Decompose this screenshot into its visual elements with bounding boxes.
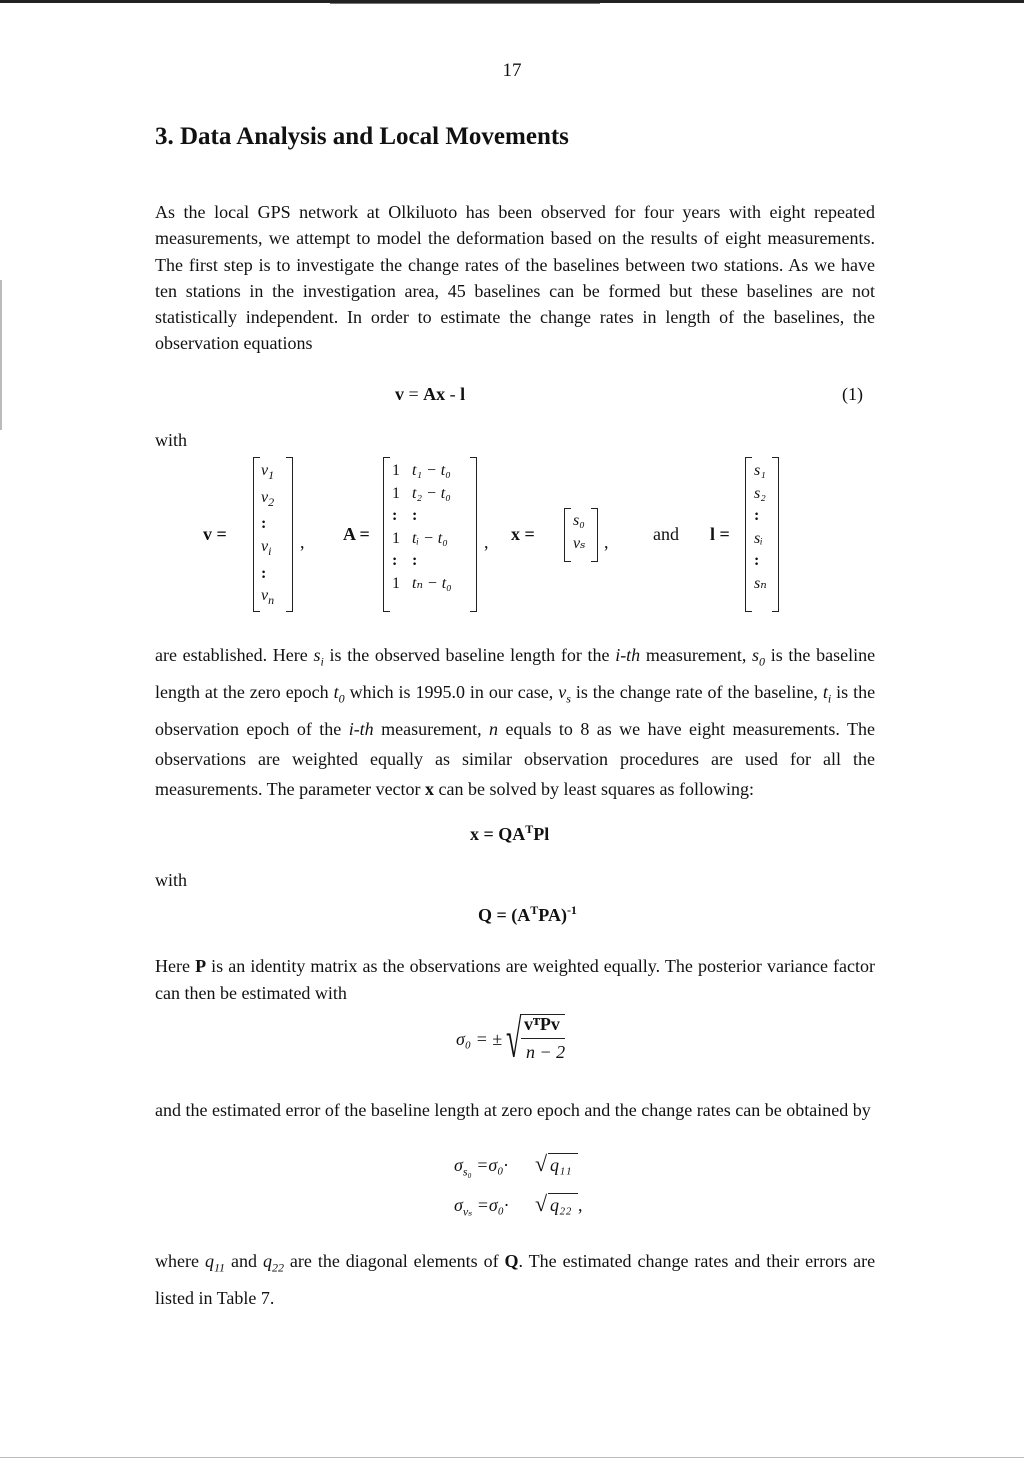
l-matrix-label: l = [710, 524, 730, 544]
equation-sigma-s0: $\sigma_{s_0} =\sigma_0\cdot$ [454, 1155, 509, 1179]
x-matrix-right-bracket [591, 508, 598, 562]
sigma-vs-comma: , [578, 1195, 583, 1215]
a-matrix-column-2: t₁ − t₀ t₂ − t₀ : tᵢ − t₀ : tₙ − t₀ [412, 462, 452, 592]
equation-1-number: (1) [842, 384, 863, 404]
sigma-s0-root-sign: √ [535, 1151, 548, 1176]
equation-x-solution: $x = QA^TPl$ [470, 822, 550, 844]
label-with-2: with [155, 870, 188, 890]
sigma0-root-sign: √ [506, 1011, 522, 1070]
x-matrix-entries: s₀ vₛ [573, 512, 586, 552]
a-matrix-label: A = [343, 524, 370, 544]
x-matrix-label: x = [511, 524, 535, 544]
paragraph-estimated-error: and the estimated error of the baseline length at zero epoch and the change rates can be obtained by [155, 1100, 871, 1120]
v-matrix-label: v = [203, 524, 227, 544]
label-with-1: with [155, 430, 188, 450]
v-matrix-comma: , [300, 532, 305, 552]
and-word: and [653, 524, 679, 544]
equation-q-definition: $Q = (A^TPA)^{-1}$ [478, 903, 577, 925]
a-matrix-comma: , [484, 532, 489, 552]
l-matrix-entries: s₁ s₂ : sᵢ : sₙ [754, 462, 767, 592]
a-matrix-right-bracket [470, 457, 477, 612]
paragraph-identity: Here P is an identity matrix as the observations are weighted equally. The posterior variance factor can then be estimated with [155, 956, 876, 1003]
sigma0-fraction-bar [521, 1038, 565, 1039]
paragraph-definitions: are established. Here $s_i$ is the observed baseline length for the i-th measurement, $s_0$ is the baseline length at the zero epoch $t_0$ which is 1995.0 in our case, $v_s$ is the change rate of the baseline, $t_i$ is the observation epoch of the i-th measurement, n equals to 8 as we have eight measurements. The observations are weighted equally as similar observation procedures are used for all the measurements. The parameter vector x can be solved by least squares as following: [155, 645, 876, 800]
v-matrix-entries: $v_1$ $v_2$ : $v_i$ : $v_n$ [261, 462, 275, 608]
a-matrix-left-bracket [383, 457, 390, 612]
x-matrix-comma: , [604, 532, 609, 552]
sigma-vs-root-bar [548, 1193, 578, 1194]
section-title: 3. Data Analysis and Local Movements [155, 123, 569, 150]
paragraph-diagonal-elements: where $q_{11}$ and $q_{22}$ are the diagonal elements of Q. The estimated change rates and their errors are listed in Table 7. [155, 1251, 876, 1308]
sigma0-denominator: n − 2 [526, 1042, 566, 1062]
x-matrix-left-bracket [564, 508, 571, 562]
l-matrix-left-bracket [745, 457, 752, 612]
top-rule-secondary [330, 3, 600, 4]
sigma-s0-radicand: q₁₁ [550, 1155, 572, 1175]
a-matrix-column-1: 1 1 : 1 : 1 [392, 462, 400, 592]
sigma0-numerator: vᵀPv [524, 1014, 560, 1034]
l-matrix-right-bracket [772, 457, 779, 612]
v-matrix-right-bracket [286, 457, 293, 612]
equation-1: v = Ax - l [395, 384, 466, 404]
bottom-rule [0, 1457, 1024, 1458]
sigma-s0-root-bar [548, 1153, 578, 1154]
equation-sigma-vs: $\sigma_{v_s} =\sigma_0\cdot$ [454, 1195, 509, 1219]
paragraph-intro: As the local GPS network at Olkiluoto has been observed for four years with eight repeated measurements, we attempt to model the deformation based on the results of eight measurements. The first step is to investigate the change rates of the baselines between two stations. As we have ten stations in the investigation area, 45 baselines can be formed but these baselines are not statistically independent. In order to estimate the change rates in length of the baselines, the observation equations [155, 202, 875, 354]
sigma0-lhs: σ₀ = ± [456, 1029, 503, 1049]
page-number: 17 [502, 60, 522, 81]
sigma-vs-radicand: q₂₂ [550, 1195, 572, 1215]
scan-edge-mark [0, 280, 2, 430]
v-matrix-left-bracket [253, 457, 260, 612]
sigma-vs-root-sign: √ [535, 1191, 548, 1216]
